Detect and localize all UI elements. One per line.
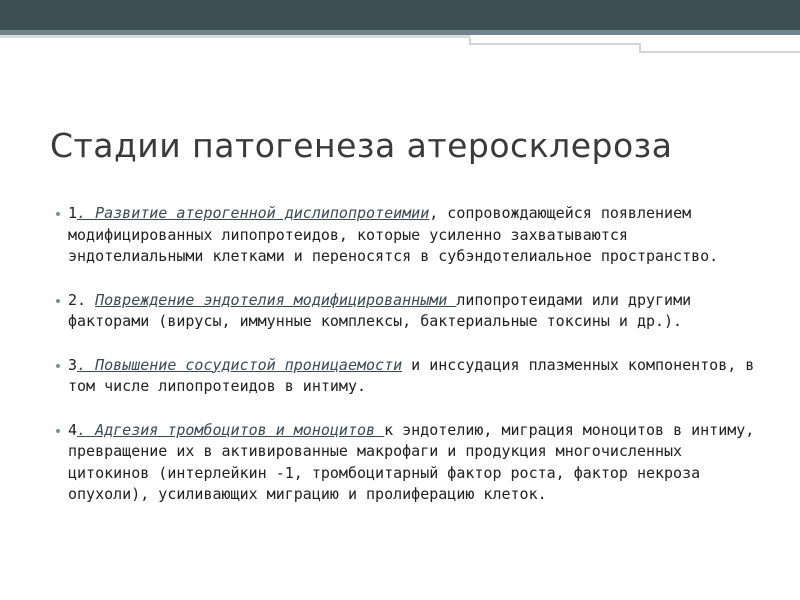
header-divider — [0, 35, 470, 38]
item-text: липопротеидами или другими факторами (вирусы, иммунные комплексы, бактериальные токсины и др.). — [68, 290, 692, 330]
list-item — [58, 420, 758, 506]
bullet-icon — [56, 364, 60, 368]
bullet-icon — [56, 429, 60, 433]
bullet-icon — [56, 212, 60, 216]
list-item — [58, 290, 758, 333]
item-lead: . Развитие атерогенной дислипопротеимии — [77, 204, 430, 222]
item-number: 1 — [68, 204, 78, 222]
item-lead: . Адгезия тромбоцитов и моноцитов — [77, 420, 385, 439]
header-band — [0, 0, 800, 30]
list-item — [58, 203, 758, 268]
item-text: и инссудация плазменных компонентов, в том числе липопротеидов в интиму. — [68, 355, 755, 395]
item-lead: Повреждение эндотелия модифицированными — [95, 290, 457, 309]
item-text: к эндотелию, миграция моноцитов в интиму, превращение их в активированные макрофаги и продукция многочисленных цитокинов (интерлейкин -1, тромбоцитарный фактор роста, фактор некроза опухоли), усиливающих миграцию и пролиферацию клеток. — [68, 420, 755, 503]
item-number: 3 — [68, 355, 78, 374]
item-lead: . Повышение сосудистой проницаемости — [77, 355, 403, 374]
slide-title: Стадии патогенеза атеросклероза — [50, 126, 673, 165]
item-number: 2. — [68, 290, 96, 309]
item-number: 4 — [68, 420, 78, 439]
bullet-icon — [56, 299, 60, 303]
stages-list — [58, 203, 758, 528]
list-item — [58, 355, 758, 398]
item-text: , сопровождающейся появлением модифицированных липопротеидов, которые усиленно захватываются эндотелиальными клетками и переносятся в субэндотелиальное пространство. — [68, 204, 719, 265]
